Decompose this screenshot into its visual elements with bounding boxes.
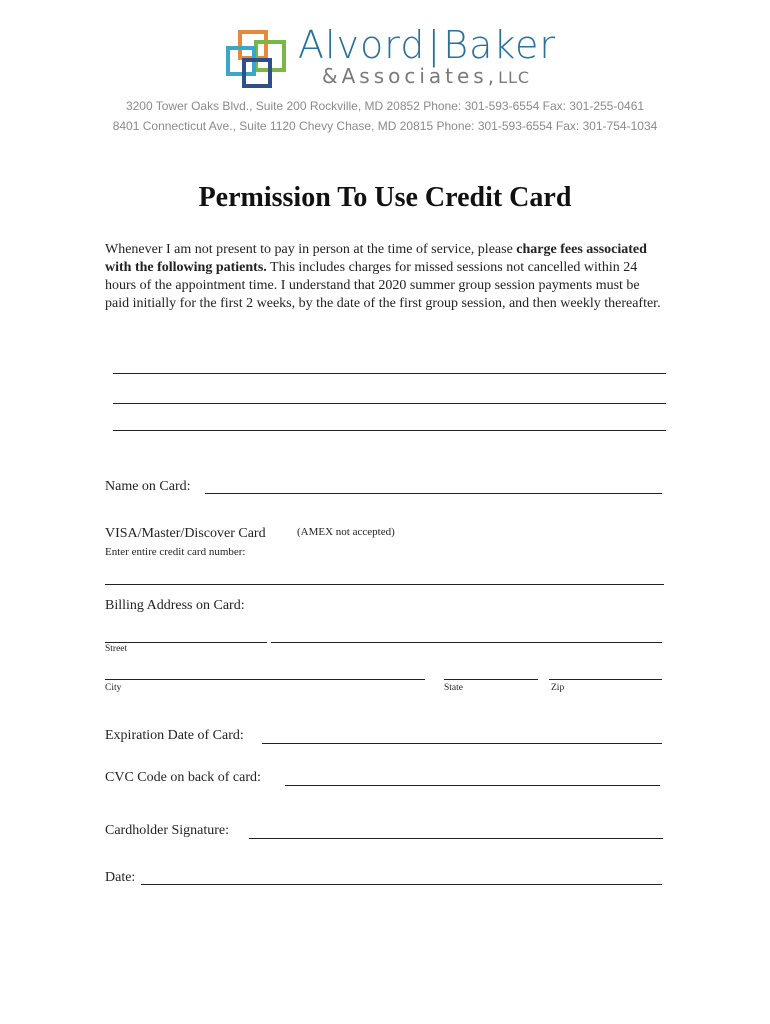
signature-field[interactable] <box>249 838 663 839</box>
card-type-note: (AMEX not accepted) <box>297 526 395 538</box>
street-field[interactable] <box>271 642 662 643</box>
page-title: Permission To Use Credit Card <box>198 182 572 213</box>
expiration-field[interactable] <box>262 743 662 744</box>
name-on-card-label: Name on Card: <box>105 479 191 494</box>
intro-paragraph <box>105 241 665 313</box>
brand-name-right: Baker <box>443 23 557 67</box>
patient-line-2[interactable] <box>113 403 666 404</box>
city-field[interactable] <box>105 679 425 680</box>
zip-field[interactable] <box>549 679 662 680</box>
city-label: City <box>105 683 122 693</box>
address-line-1: 3200 Tower Oaks Blvd., Suite 200 Rockville, MD 20852 Phone: 301-593-6554 Fax: 301-255-0461 <box>125 99 645 113</box>
cvc-field[interactable] <box>285 785 660 786</box>
card-type-label: VISA/Master/Discover Card <box>105 526 266 541</box>
date-label: Date: <box>105 870 136 885</box>
zip-label: Zip <box>551 683 565 693</box>
brand-separator: | <box>427 23 442 67</box>
brand-subtitle <box>322 66 530 86</box>
intro-text-2: This includes charges for missed sessions not cancelled within 24 hours of the appointment time. I understand that 2020 summer group session payments must be paid initially for the first 2 weeks, by the date of the first group session, and then weekly thereafter. <box>105 260 661 311</box>
patient-line-1[interactable] <box>113 373 666 374</box>
brand-name-left: Alvord <box>298 23 426 67</box>
name-on-card-field[interactable] <box>205 493 662 494</box>
street-label: Street <box>105 644 128 654</box>
patient-line-3[interactable] <box>113 430 666 431</box>
billing-address-label: Billing Address on Card: <box>105 598 245 613</box>
signature-label: Cardholder Signature: <box>105 823 230 838</box>
state-field[interactable] <box>444 679 538 680</box>
address-line-2: 8401 Connecticut Ave., Suite 1120 Chevy Chase, MD 20815 Phone: 301-593-6554 Fax: 301-754-1034 <box>112 119 658 133</box>
state-label: State <box>444 683 463 693</box>
brand-suffix: LLC <box>498 68 531 87</box>
company-logo-icon <box>224 30 288 88</box>
brand-name <box>298 23 557 67</box>
date-field[interactable] <box>141 884 662 885</box>
intro-text-1: Whenever I am not present to pay in person at the time of service, please <box>105 242 517 257</box>
card-number-field[interactable] <box>105 584 664 585</box>
expiration-label: Expiration Date of Card: <box>105 728 244 743</box>
intro-bold-text: charge fees associated with the following patients. <box>105 242 647 275</box>
brand-subtitle-text: &Associates, <box>322 64 499 88</box>
street-number-field[interactable] <box>105 642 267 643</box>
cvc-label: CVC Code on back of card: <box>105 770 261 785</box>
card-number-hint: Enter entire credit card number: <box>105 546 246 558</box>
